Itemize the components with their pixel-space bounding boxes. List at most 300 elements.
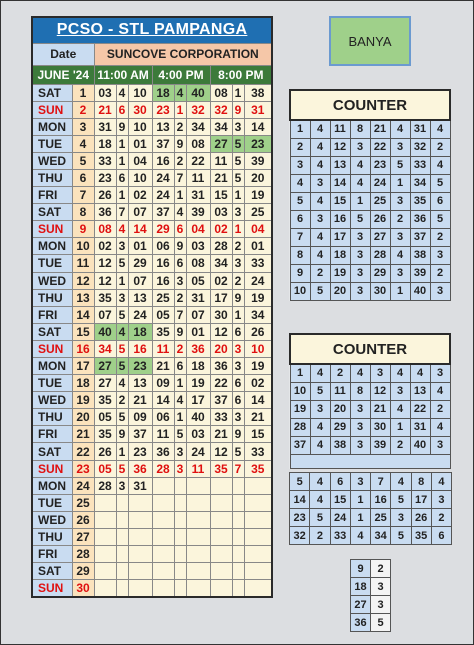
result-digit: 31	[128, 477, 152, 494]
table-row	[32, 340, 272, 357]
counter-cell: 25	[370, 192, 390, 210]
counter-cell: 15	[330, 192, 350, 210]
counter-cell: 4	[290, 174, 310, 192]
result-digit: 14	[244, 118, 272, 135]
result-digit: 32	[186, 101, 210, 118]
result-digit: 26	[94, 443, 116, 460]
day-of-week: WED	[32, 272, 72, 289]
counter-cell: 1	[350, 491, 370, 509]
day-number: 12	[72, 272, 94, 289]
counter-cell: 5	[390, 156, 410, 174]
empty-cell	[152, 528, 174, 545]
result-digit: 21	[210, 169, 232, 186]
counter-cell: 30	[370, 418, 390, 436]
day-number: 28	[72, 546, 94, 563]
result-digit: 03	[94, 84, 116, 101]
result-digit: 23	[152, 101, 174, 118]
result-digit: 10	[244, 340, 272, 357]
empty-cell	[244, 580, 272, 597]
month-header: JUNE '24	[32, 65, 94, 84]
counter-cell: 2	[290, 138, 310, 156]
result-digit: 9	[116, 426, 128, 443]
result-digit: 17	[210, 289, 232, 306]
counter-cell: 5	[290, 192, 310, 210]
counter-cell: 5	[310, 509, 330, 527]
result-digit: 33	[210, 409, 232, 426]
counter-cell: 8	[290, 246, 310, 264]
empty-cell	[244, 546, 272, 563]
result-digit: 4	[116, 84, 128, 101]
result-digit: 02	[210, 272, 232, 289]
result-digit: 33	[244, 255, 272, 272]
result-digit: 2	[232, 238, 244, 255]
empty-cell	[174, 563, 186, 580]
day-of-week: WED	[32, 152, 72, 169]
day-number: 2	[72, 101, 94, 118]
counter-cell: 4	[310, 418, 330, 436]
counter-row	[290, 138, 450, 156]
result-digit: 2	[174, 289, 186, 306]
result-digit: 13	[128, 289, 152, 306]
result-digit: 5	[116, 255, 128, 272]
counter-cell: 3	[370, 364, 390, 382]
table-row	[32, 169, 272, 186]
counter-table-2	[289, 333, 451, 469]
result-digit: 36	[152, 443, 174, 460]
day-of-week: MON	[32, 238, 72, 255]
result-digit: 34	[186, 118, 210, 135]
empty-cell	[152, 546, 174, 563]
counter-cell: 3	[390, 228, 410, 246]
counter-cell: 23	[290, 509, 310, 527]
empty-cell	[186, 580, 210, 597]
result-digit: 10	[128, 169, 152, 186]
empty-cell	[94, 580, 116, 597]
result-digit: 9	[232, 101, 244, 118]
empty-cell	[210, 494, 232, 511]
result-digit: 35	[94, 289, 116, 306]
counter-table-3	[350, 559, 391, 632]
banya-button[interactable]	[329, 16, 411, 66]
counter-cell: 8	[350, 120, 370, 138]
result-digit: 25	[152, 289, 174, 306]
table-row	[32, 443, 272, 460]
counter-cell: 3	[431, 491, 451, 509]
counter-cell: 19	[330, 264, 350, 282]
result-digit: 16	[152, 152, 174, 169]
counter-row	[290, 473, 452, 491]
empty-cell	[244, 563, 272, 580]
result-digit: 10	[128, 118, 152, 135]
counter-cell: 3	[430, 436, 450, 454]
result-digit: 4	[174, 392, 186, 409]
counter-row	[351, 560, 391, 578]
counter-cell: 9	[351, 560, 371, 578]
counter-cell: 35	[411, 527, 431, 545]
counter-cell: 5	[391, 491, 411, 509]
day-of-week: FRI	[32, 306, 72, 323]
result-digit: 6	[232, 375, 244, 392]
counter-cell: 2	[371, 560, 391, 578]
result-digit: 32	[210, 101, 232, 118]
counter-cell: 31	[410, 120, 430, 138]
table-row	[32, 118, 272, 135]
result-digit: 39	[186, 204, 210, 221]
result-digit: 24	[244, 272, 272, 289]
day-of-week: SAT	[32, 563, 72, 580]
counter-cell: 38	[330, 436, 350, 454]
result-digit: 37	[152, 135, 174, 152]
result-digit: 08	[186, 135, 210, 152]
result-digit: 9	[232, 289, 244, 306]
result-digit: 3	[232, 255, 244, 272]
result-digit: 36	[210, 358, 232, 375]
result-digit: 15	[210, 187, 232, 204]
date-label: Date	[32, 43, 94, 65]
counter-cell: 3	[430, 364, 450, 382]
counter-cell: 3	[350, 264, 370, 282]
result-digit: 16	[128, 340, 152, 357]
counter-cell: 25	[371, 509, 391, 527]
result-digit: 29	[152, 221, 174, 238]
result-digit: 1	[116, 187, 128, 204]
counter-title: COUNTER	[290, 90, 450, 120]
counter-cell: 22	[410, 400, 430, 418]
counter-cell: 21	[370, 120, 390, 138]
result-digit: 1	[232, 84, 244, 101]
counter-cell: 4	[350, 364, 370, 382]
counter-cell: 7	[371, 473, 391, 491]
counter-cell: 1	[390, 282, 410, 300]
result-digit: 19	[244, 358, 272, 375]
empty-cell	[210, 546, 232, 563]
result-digit: 9	[174, 323, 186, 340]
result-digit: 01	[128, 238, 152, 255]
result-digit: 7	[232, 460, 244, 477]
result-digit: 05	[94, 409, 116, 426]
counter-cell: 5	[290, 473, 310, 491]
counter-cell: 24	[330, 509, 350, 527]
counter-cell: 3	[371, 596, 391, 614]
result-digit: 02	[128, 187, 152, 204]
day-number: 20	[72, 409, 94, 426]
empty-cell	[174, 580, 186, 597]
counter-cell: 2	[330, 364, 350, 382]
empty-cell	[244, 511, 272, 528]
counter-cell: 20	[330, 400, 350, 418]
result-digit: 6	[232, 323, 244, 340]
result-digit: 3	[232, 409, 244, 426]
day-of-week: SAT	[32, 84, 72, 101]
empty-cell	[210, 580, 232, 597]
empty-cell	[116, 528, 128, 545]
result-digit: 08	[94, 221, 116, 238]
counter-cell: 13	[410, 382, 430, 400]
counter-cell: 2	[310, 264, 330, 282]
result-digit: 35	[152, 323, 174, 340]
day-number: 18	[72, 375, 94, 392]
empty-cell	[128, 511, 152, 528]
counter-cell: 3	[350, 473, 370, 491]
result-digit: 03	[186, 238, 210, 255]
result-digit: 11	[186, 169, 210, 186]
empty-cell	[244, 494, 272, 511]
counter-cell: 3	[390, 264, 410, 282]
counter-cell: 5	[350, 210, 370, 228]
counter-gap-row	[290, 454, 450, 468]
results-table	[31, 16, 273, 598]
empty-cell	[152, 580, 174, 597]
empty-cell	[116, 494, 128, 511]
counter-row	[290, 509, 452, 527]
result-digit: 6	[174, 358, 186, 375]
table-row	[32, 426, 272, 443]
counter-cell: 1	[390, 418, 410, 436]
counter-row	[290, 120, 450, 138]
result-digit: 34	[94, 340, 116, 357]
result-digit: 5	[116, 460, 128, 477]
table-row	[32, 409, 272, 426]
result-digit: 16	[152, 255, 174, 272]
empty-cell	[128, 580, 152, 597]
day-number: 10	[72, 238, 94, 255]
result-digit: 3	[174, 443, 186, 460]
result-digit: 20	[210, 340, 232, 357]
result-digit: 17	[186, 392, 210, 409]
result-digit: 5	[232, 169, 244, 186]
counter-cell: 31	[410, 418, 430, 436]
result-digit: 9	[174, 238, 186, 255]
empty-cell	[186, 477, 210, 494]
counter-cell: 3	[430, 246, 450, 264]
result-digit: 03	[210, 204, 232, 221]
result-digit: 4	[174, 204, 186, 221]
result-digit: 03	[186, 426, 210, 443]
result-digit: 3	[232, 204, 244, 221]
table-row	[32, 477, 272, 494]
counter-cell: 4	[350, 156, 370, 174]
counter-cell: 1	[390, 174, 410, 192]
result-digit: 33	[244, 443, 272, 460]
counter-cell: 27	[370, 228, 390, 246]
result-digit: 13	[128, 375, 152, 392]
empty-cell	[152, 477, 174, 494]
counter-cell: 3	[350, 436, 370, 454]
day-of-week: FRI	[32, 546, 72, 563]
result-digit: 2	[232, 272, 244, 289]
day-of-week: TUE	[32, 255, 72, 272]
result-digit: 09	[152, 375, 174, 392]
result-digit: 14	[244, 392, 272, 409]
counter-cell: 4	[350, 174, 370, 192]
day-number: 22	[72, 443, 94, 460]
result-digit: 4	[116, 375, 128, 392]
counter-cell: 3	[310, 400, 330, 418]
table-row	[32, 511, 272, 528]
table-row	[32, 101, 272, 118]
day-of-week: THU	[32, 409, 72, 426]
day-number: 23	[72, 460, 94, 477]
result-digit: 39	[244, 152, 272, 169]
empty-cell	[152, 511, 174, 528]
counter-cell: 16	[371, 491, 391, 509]
counter-cell: 3	[371, 578, 391, 596]
counter-cell: 3	[390, 138, 410, 156]
counter-cell: 5	[310, 382, 330, 400]
result-digit: 11	[152, 340, 174, 357]
result-digit: 7	[174, 169, 186, 186]
result-digit: 31	[186, 289, 210, 306]
result-digit: 36	[186, 340, 210, 357]
table-row	[32, 187, 272, 204]
counter-cell: 3	[350, 228, 370, 246]
day-of-week: THU	[32, 289, 72, 306]
counter-cell: 35	[410, 192, 430, 210]
counter-row	[290, 210, 450, 228]
counter-row	[290, 436, 450, 454]
result-digit: 07	[128, 272, 152, 289]
result-digit: 09	[128, 409, 152, 426]
table-row	[32, 580, 272, 597]
counter-cell: 1	[290, 120, 310, 138]
counter-row	[290, 382, 450, 400]
counter-cell: 28	[370, 246, 390, 264]
result-digit: 26	[94, 187, 116, 204]
day-number: 29	[72, 563, 94, 580]
result-digit: 1	[116, 443, 128, 460]
result-digit: 26	[244, 323, 272, 340]
result-digit: 5	[174, 426, 186, 443]
empty-cell	[116, 580, 128, 597]
result-digit: 6	[232, 392, 244, 409]
counter-cell: 19	[290, 400, 310, 418]
counter-cell: 3	[350, 400, 370, 418]
result-digit: 05	[186, 272, 210, 289]
result-digit: 34	[210, 255, 232, 272]
result-digit: 5	[116, 306, 128, 323]
counter-cell: 6	[330, 473, 350, 491]
empty-cell	[232, 528, 244, 545]
result-digit: 06	[152, 238, 174, 255]
counter-cell: 9	[290, 264, 310, 282]
counter-cell: 4	[430, 418, 450, 436]
result-digit: 1	[174, 375, 186, 392]
day-number: 26	[72, 511, 94, 528]
result-digit: 36	[128, 460, 152, 477]
counter-cell: 24	[370, 174, 390, 192]
result-digit: 01	[186, 323, 210, 340]
counter-cell: 3	[290, 156, 310, 174]
result-digit: 06	[152, 409, 174, 426]
empty-cell	[174, 528, 186, 545]
counter-cell: 3	[310, 174, 330, 192]
counter-cell: 6	[430, 192, 450, 210]
empty-cell	[128, 546, 152, 563]
empty-cell	[232, 494, 244, 511]
table-row	[32, 494, 272, 511]
result-digit: 24	[152, 169, 174, 186]
day-of-week: THU	[32, 169, 72, 186]
day-of-week: SUN	[32, 340, 72, 357]
counter-cell: 3	[310, 210, 330, 228]
table-row	[32, 546, 272, 563]
result-digit: 3	[174, 272, 186, 289]
counter-cell: 4	[390, 246, 410, 264]
table-row	[32, 306, 272, 323]
result-digit: 18	[94, 135, 116, 152]
result-digit: 30	[128, 101, 152, 118]
counter-row	[290, 282, 450, 300]
counter-cell: 3	[350, 418, 370, 436]
result-digit: 30	[210, 306, 232, 323]
empty-cell	[244, 528, 272, 545]
result-digit: 5	[232, 443, 244, 460]
counter-row	[290, 400, 450, 418]
result-digit: 6	[116, 101, 128, 118]
banya-label: BANYA	[348, 33, 392, 49]
result-digit: 31	[244, 101, 272, 118]
counter-cell: 34	[371, 527, 391, 545]
empty-cell	[244, 477, 272, 494]
result-digit: 1	[232, 306, 244, 323]
counter-cell: 4	[310, 120, 330, 138]
day-number: 27	[72, 528, 94, 545]
counter-cell: 12	[370, 382, 390, 400]
day-number: 30	[72, 580, 94, 597]
counter-row	[290, 192, 450, 210]
result-digit: 3	[116, 289, 128, 306]
result-digit: 21	[128, 392, 152, 409]
empty-cell	[232, 563, 244, 580]
result-digit: 27	[94, 358, 116, 375]
result-digit: 21	[152, 358, 174, 375]
result-digit: 1	[174, 409, 186, 426]
counter-cell: 5	[371, 614, 391, 632]
day-number: 16	[72, 340, 94, 357]
result-digit: 1	[232, 187, 244, 204]
result-digit: 38	[244, 84, 272, 101]
empty-cell	[174, 477, 186, 494]
counter-cell: 11	[330, 382, 350, 400]
result-digit: 07	[186, 306, 210, 323]
day-of-week: TUE	[32, 135, 72, 152]
table-row	[32, 204, 272, 221]
result-digit: 35	[94, 392, 116, 409]
counter-cell: 2	[431, 509, 451, 527]
empty-cell	[116, 511, 128, 528]
time-header-1100am: 11:00 AM	[94, 65, 152, 84]
table-row	[32, 375, 272, 392]
table-row	[32, 392, 272, 409]
day-of-week: FRI	[32, 187, 72, 204]
counter-cell: 36	[410, 210, 430, 228]
empty-cell	[116, 546, 128, 563]
result-digit: 12	[94, 255, 116, 272]
result-digit: 10	[128, 84, 152, 101]
result-digit: 40	[186, 84, 210, 101]
result-digit: 01	[244, 238, 272, 255]
counter-cell: 21	[370, 400, 390, 418]
result-digit: 27	[210, 135, 232, 152]
day-number: 19	[72, 392, 94, 409]
table-row	[32, 323, 272, 340]
counter-cell: 4	[431, 473, 451, 491]
empty-cell	[128, 494, 152, 511]
day-number: 24	[72, 477, 94, 494]
counter-cell: 33	[330, 527, 350, 545]
result-digit: 37	[152, 204, 174, 221]
counter-cell: 3	[430, 282, 450, 300]
